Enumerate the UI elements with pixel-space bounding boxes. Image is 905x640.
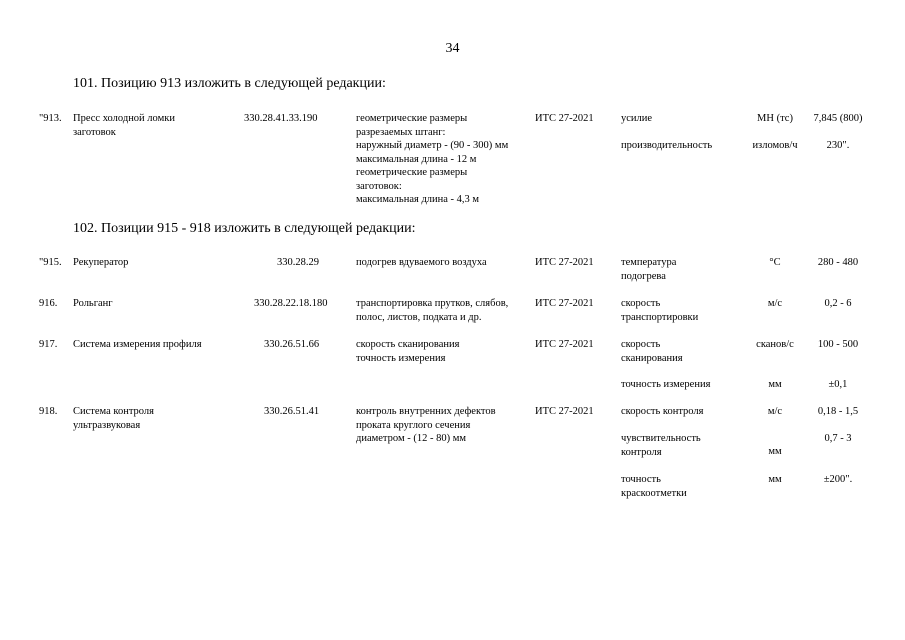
row-918-param-unit: мм <box>768 474 782 485</box>
row-913-param-value: 7,845 (800) <box>813 113 863 124</box>
row-916-description <box>356 297 508 324</box>
row-915-param-name <box>621 256 676 283</box>
row-916-code: 330.28.22.18.180 <box>254 298 328 309</box>
row-918-name <box>73 405 154 432</box>
page-number: 34 <box>445 41 460 56</box>
row-916-param-name <box>621 297 698 324</box>
row-915-code: 330.28.29 <box>277 257 319 268</box>
row-917-param-unit: сканов/с <box>756 339 794 350</box>
row-913-param-unit: МН (тс) <box>757 113 793 124</box>
row-918-param-unit: м/с <box>767 406 783 417</box>
row-917-desc-line: точность измерения <box>356 352 446 364</box>
row-913-name <box>73 112 175 139</box>
row-917-param-value: ±0,1 <box>828 379 848 390</box>
row-916-unit: м/с <box>767 298 783 309</box>
row-917-description <box>356 338 459 365</box>
row-913-param-name: производительность <box>621 140 713 151</box>
row-915-unit: °С <box>769 257 781 268</box>
row-913-name-line: заготовок <box>73 126 116 138</box>
row-918-param-name: скорость контроля <box>621 406 704 417</box>
row-913-desc-line: геометрические размеры <box>356 167 468 178</box>
row-918-param-name <box>621 432 701 459</box>
row-918-param-value: ±200". <box>823 474 853 485</box>
row-918-desc-line: контроль внутренних дефектов <box>356 406 496 417</box>
row-913-number: "913. <box>39 113 62 124</box>
section-101-heading: 101. Позицию 913 изложить в следующей редакции: <box>73 76 386 91</box>
row-918-name-line: Система контроля <box>73 406 154 417</box>
row-916-value: 0,2 - 6 <box>824 298 852 309</box>
row-913-desc-line: геометрические размеры <box>356 113 468 124</box>
row-916-param-line: скорость <box>621 298 661 309</box>
row-915-its: ИТС 27-2021 <box>535 257 594 268</box>
row-917-number: 917. <box>39 339 58 350</box>
row-918-name-line: ультразвуковая <box>73 419 141 431</box>
section-102-heading: 102. Позиции 915 - 918 изложить в следующей редакции: <box>73 221 416 236</box>
row-913-code: 330.28.41.33.190 <box>244 113 318 124</box>
row-918-description <box>356 405 496 446</box>
row-918-param-line: краскоотметки <box>621 487 687 499</box>
row-913-desc-line: максимальная длина - 4,3 м <box>356 194 480 205</box>
row-918-desc-line: диаметром - (12 - 80) мм <box>356 433 466 444</box>
row-918-param-value: 0,18 - 1,5 <box>817 406 859 417</box>
row-917-param-name: точность измерения <box>621 379 711 390</box>
row-918-param-line: точность <box>621 474 661 485</box>
row-918-its: ИТС 27-2021 <box>535 406 594 417</box>
row-916-desc-line: полос, листов, подката и др. <box>356 311 482 323</box>
row-917-param-value: 100 - 500 <box>817 339 859 350</box>
row-915-param-line: подогрева <box>621 270 666 282</box>
row-917-name: Система измерения профиля <box>73 339 202 350</box>
row-915-name: Рекуператор <box>73 257 129 268</box>
row-917-its: ИТС 27-2021 <box>535 339 594 350</box>
row-918-param-value: 0,7 - 3 <box>824 433 852 444</box>
row-913-its: ИТС 27-2021 <box>535 113 594 124</box>
row-917-desc-line: скорость сканирования <box>356 339 460 350</box>
row-918-code: 330.26.51.41 <box>264 406 320 417</box>
row-916-its: ИТС 27-2021 <box>535 298 594 309</box>
row-917-param-line: сканирования <box>621 352 683 364</box>
row-916-number: 916. <box>39 298 58 309</box>
row-915-number: "915. <box>39 257 62 268</box>
row-917-param-line: скорость <box>621 339 661 350</box>
row-916-desc-line: транспортировка прутков, слябов, <box>356 298 509 309</box>
row-913-param-unit: изломов/ч <box>752 140 798 151</box>
row-918-param-line: чувствительность <box>621 433 701 444</box>
row-916-param-line: транспортировки <box>621 311 699 323</box>
row-913-desc-line: заготовок: <box>356 180 402 192</box>
row-913-desc-line: разрезаемых штанг: <box>356 126 446 138</box>
row-913-desc-line: наружный диаметр - (90 - 300) мм <box>356 140 509 151</box>
row-918-desc-line: проката круглого сечения <box>356 419 471 431</box>
row-913-param-value: 230". <box>826 140 850 151</box>
row-917-param-name <box>621 338 683 365</box>
row-915-value: 280 - 480 <box>817 257 859 268</box>
row-918-number: 918. <box>39 406 58 417</box>
row-918-param-unit: мм <box>768 446 782 457</box>
row-918-param-line: контроля <box>621 446 662 458</box>
row-915-param-line: температура <box>621 257 677 268</box>
row-917-param-unit: мм <box>768 379 782 390</box>
row-916-name: Рольганг <box>73 298 113 309</box>
row-913-description <box>356 112 508 207</box>
row-913-name-line: Пресс холодной ломки <box>73 113 175 124</box>
row-915-description: подогрев вдуваемого воздуха <box>356 257 487 268</box>
row-917-code: 330.26.51.66 <box>264 339 320 350</box>
row-913-param-name: усилие <box>621 113 653 124</box>
row-918-param-name <box>621 473 687 500</box>
row-913-desc-line: максимальная длина - 12 м <box>356 153 477 165</box>
